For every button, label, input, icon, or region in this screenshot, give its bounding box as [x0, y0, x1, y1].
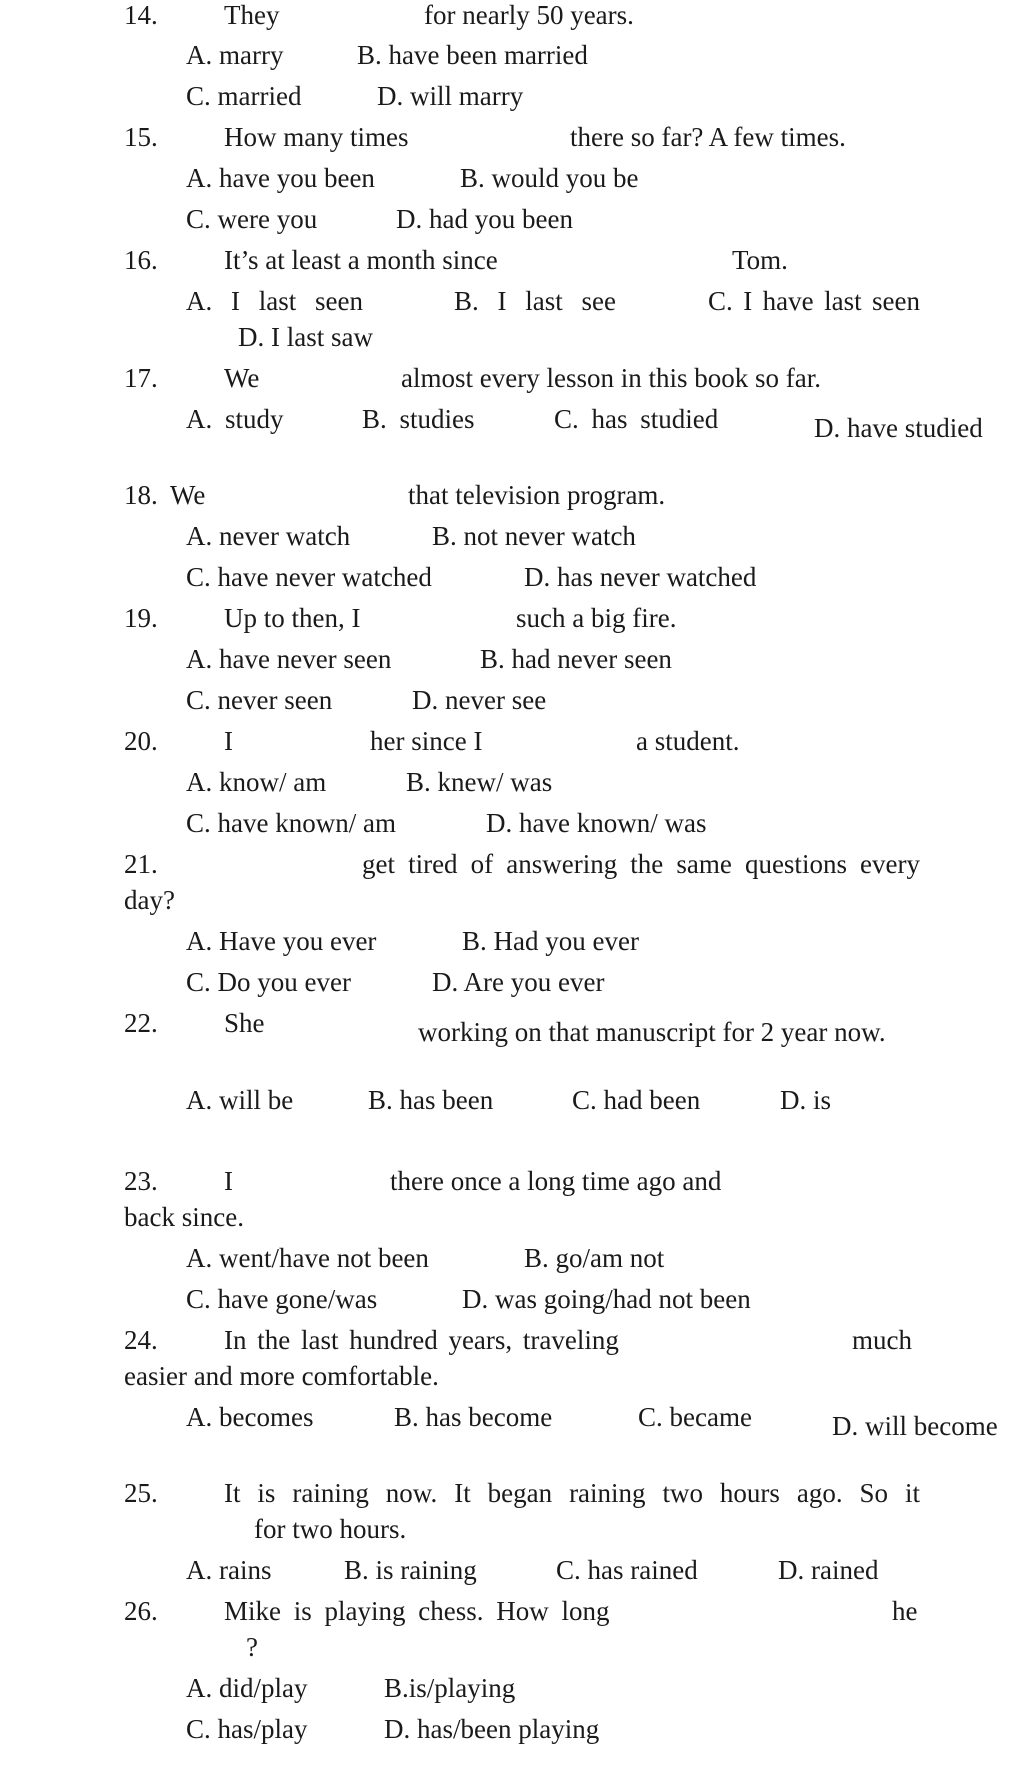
stem-part-1: I	[224, 1166, 233, 1196]
stem-part-2: such a big fire.	[516, 603, 677, 633]
option-a[interactable]: A. went/have not been	[186, 1243, 429, 1273]
option-c[interactable]: C. have gone/was	[186, 1284, 378, 1314]
option-b[interactable]: B. had never seen	[480, 644, 672, 674]
option-b[interactable]: B. is raining	[344, 1555, 477, 1585]
option-c[interactable]: C. Do you ever	[186, 967, 351, 997]
option-a[interactable]: A. Have you ever	[186, 926, 377, 956]
option-a[interactable]: A. marry	[186, 40, 284, 70]
stem-part-2: for two hours.	[254, 1514, 407, 1544]
stem-part-1: In the last hundred years, traveling	[224, 1325, 619, 1355]
stem-part-2: her since I	[370, 726, 483, 756]
option-d[interactable]: D. have known/ was	[486, 808, 707, 838]
option-b[interactable]: B. go/am not	[524, 1243, 665, 1273]
option-a[interactable]: A. I last seen	[186, 286, 363, 316]
option-a[interactable]: A. rains	[186, 1555, 272, 1585]
question-number: 24.	[124, 1325, 158, 1355]
option-c[interactable]: C. I have last seen	[708, 286, 920, 316]
stem-part-1: I	[224, 726, 233, 756]
question-number: 26.	[124, 1596, 158, 1626]
option-b[interactable]: B. studies	[362, 404, 475, 434]
question-number: 23.	[124, 1166, 158, 1196]
option-b[interactable]: B. not never watch	[432, 521, 636, 551]
stem-part-2: almost every lesson in this book so far.	[401, 363, 821, 393]
option-d[interactable]: D. have studied	[814, 413, 983, 443]
option-d[interactable]: D. had you been	[396, 204, 573, 234]
stem-part-1: get tired of answering the same questions every day?	[124, 849, 920, 915]
option-a[interactable]: A. know/ am	[186, 767, 327, 797]
option-d[interactable]: D. rained	[778, 1555, 879, 1585]
stem-part-2: that television program.	[408, 480, 666, 510]
question-number: 16.	[124, 245, 158, 275]
option-b[interactable]: B. have been married	[357, 40, 588, 70]
question-number: 14.	[124, 0, 158, 30]
stem-part-1: Mike is playing chess. How long	[224, 1596, 610, 1626]
option-c[interactable]: C. had been	[572, 1085, 701, 1115]
question-number: 25.	[124, 1478, 158, 1508]
stem-part-2: there once a long time ago and	[390, 1166, 722, 1196]
stem-part-2: there so far? A few times.	[570, 122, 846, 152]
option-c[interactable]: C. has rained	[556, 1555, 698, 1585]
option-a[interactable]: A. will be	[186, 1085, 294, 1115]
option-a[interactable]: A. did/play	[186, 1673, 308, 1703]
stem-part-2: working on that manuscript for 2 year now.	[418, 1017, 886, 1047]
stem-part-1: It is raining now. It began raining two hours ago. So it	[224, 1478, 920, 1508]
option-c[interactable]: C. has studied	[554, 404, 719, 434]
option-c[interactable]: C. never seen	[186, 685, 333, 715]
stem-part-2: he	[892, 1596, 918, 1626]
option-d[interactable]: D. is	[780, 1085, 832, 1115]
option-d[interactable]: D. has never watched	[524, 562, 757, 592]
option-b[interactable]: B. has become	[394, 1402, 553, 1432]
option-d[interactable]: D. will become	[832, 1411, 998, 1441]
stem-part-2: much easier and more comfortable.	[124, 1325, 912, 1391]
question-number: 18.	[124, 480, 158, 510]
stem-part-3: a student.	[636, 726, 740, 756]
stem-part-3: ?	[246, 1632, 258, 1662]
stem-part-1: We	[224, 363, 260, 393]
option-c[interactable]: C. have known/ am	[186, 808, 396, 838]
option-d[interactable]: D. I last saw	[238, 322, 373, 352]
stem-part-1: It’s at least a month since	[224, 245, 498, 275]
option-b[interactable]: B. Had you ever	[462, 926, 639, 956]
question-number: 21.	[124, 849, 158, 879]
option-b[interactable]: B. would you be	[460, 163, 639, 193]
option-c[interactable]: C. have never watched	[186, 562, 432, 592]
option-a[interactable]: A. never watch	[186, 521, 351, 551]
option-b[interactable]: B.is/playing	[384, 1673, 516, 1703]
stem-part-1: She	[224, 1008, 265, 1038]
stem-part-3: back since.	[124, 1202, 244, 1232]
option-a[interactable]: A. have you been	[186, 163, 375, 193]
option-c[interactable]: C. were you	[186, 204, 318, 234]
question-number: 17.	[124, 363, 158, 393]
option-b[interactable]: B. knew/ was	[406, 767, 553, 797]
option-d[interactable]: D. Are you ever	[432, 967, 605, 997]
stem-part-1: How many times	[224, 122, 409, 152]
option-c[interactable]: C. married	[186, 81, 302, 111]
stem-part-1: Up to then, I	[224, 603, 361, 633]
option-d[interactable]: D. has/been playing	[384, 1714, 600, 1744]
option-d[interactable]: D. will marry	[377, 81, 524, 111]
option-a[interactable]: A. have never seen	[186, 644, 392, 674]
option-a[interactable]: A. study	[186, 404, 284, 434]
question-number: 15.	[124, 122, 158, 152]
option-b[interactable]: B. I last see	[454, 286, 616, 316]
option-c[interactable]: C. became	[638, 1402, 752, 1432]
option-d[interactable]: D. never see	[412, 685, 547, 715]
question-number: 20.	[124, 726, 158, 756]
stem-part-2: Tom.	[732, 245, 788, 275]
option-b[interactable]: B. has been	[368, 1085, 494, 1115]
option-a[interactable]: A. becomes	[186, 1402, 314, 1432]
option-c[interactable]: C. has/play	[186, 1714, 308, 1744]
option-d[interactable]: D. was going/had not been	[462, 1284, 751, 1314]
question-number: 22.	[124, 1008, 158, 1038]
stem-part-1: They	[224, 0, 280, 30]
stem-part-2: for nearly 50 years.	[424, 0, 634, 30]
stem-part-1: We	[170, 480, 206, 510]
question-number: 19.	[124, 603, 158, 633]
